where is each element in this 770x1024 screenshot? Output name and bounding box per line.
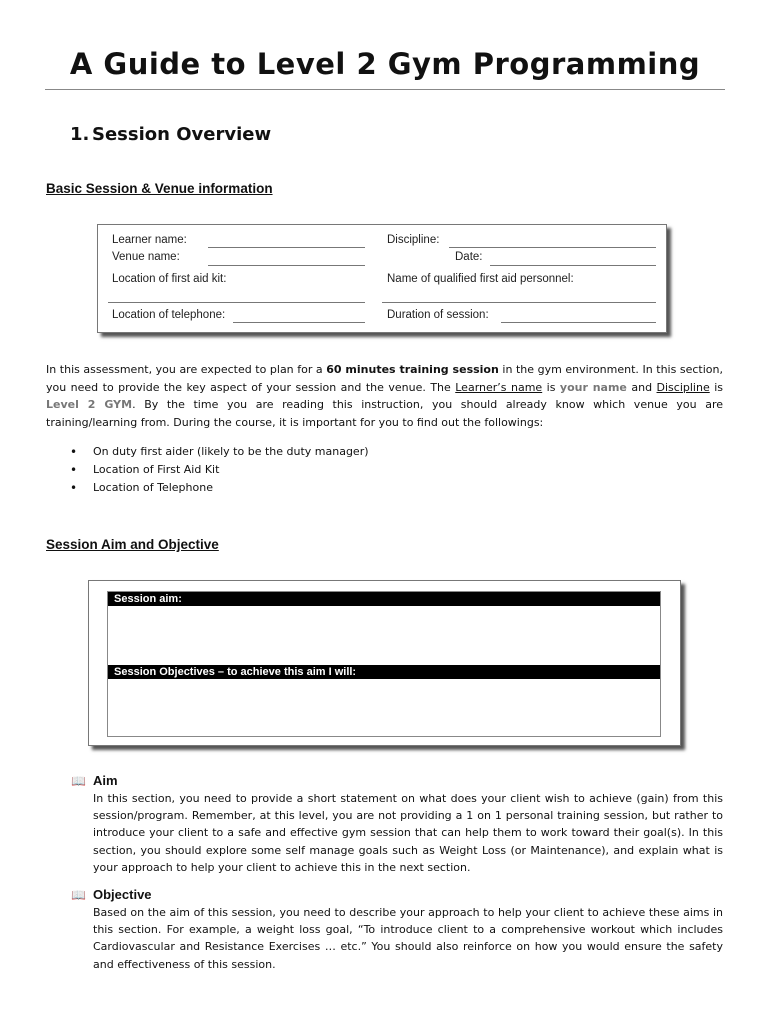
intro-text: In this assessment, you are expected to plan for a [46, 363, 327, 376]
learner-name-label: Learner name: [112, 234, 187, 246]
aim-heading [71, 773, 118, 788]
aim-form [88, 580, 681, 746]
list-item: • Location of Telephone [70, 479, 369, 497]
book-icon: 📖 [71, 774, 86, 788]
intro-text: is [542, 380, 560, 394]
learner-name-field[interactable] [208, 247, 365, 248]
first-aid-personnel-field[interactable] [382, 302, 656, 303]
list-item: • Location of First Aid Kit [70, 461, 369, 479]
intro-text: . By the time you are reading this instruction, you should already know which venue you are training/learning from. During the course, it is important for you to find out the followings: [46, 398, 723, 429]
intro-text: in the gym environment. In this section, you need to provide the key aspect of your session and the venue. The [46, 363, 724, 394]
aim-body: In this section, you need to provide a short statement on what does your client wish to achieve (gain) from this session/program. Remember, at this level, you are not providing a 1 on 1 personal training session, but rather to introduce your client to a safe and effective gym session that can help them to work toward their goal(s). In this section, you should explore some self manage goals such as Weight Loss (or Maintenance), and explain what is your approach to help your client to achieve this in the next section. [93, 792, 723, 874]
book-icon: 📖 [71, 888, 86, 902]
telephone-field[interactable] [233, 322, 365, 323]
objective-heading-text: Objective [93, 887, 152, 902]
intro-text: and [626, 380, 657, 394]
intro-underline: Discipline [656, 380, 710, 394]
intro-highlight: Level 2 GYM [46, 398, 133, 411]
first-aid-kit-label: Location of first aid kit: [112, 273, 227, 285]
objective-heading [71, 887, 152, 902]
first-aid-kit-field[interactable] [108, 302, 365, 303]
date-label: Date: [455, 251, 483, 263]
aim-section-heading: Session Aim and Objective [46, 537, 219, 552]
intro-bold: 60 minutes training session [326, 363, 499, 376]
session-aim-field[interactable] [108, 606, 660, 666]
session-objectives-label: Session Objectives – to achieve this aim I will: [108, 665, 660, 679]
discipline-field[interactable] [449, 247, 656, 248]
intro-highlight: your name [559, 380, 627, 394]
section-title: Session Overview [92, 124, 272, 145]
duration-label: Duration of session: [387, 309, 489, 321]
list-item: • On duty first aider (likely to be the duty manager) [70, 443, 369, 461]
date-field[interactable] [490, 265, 656, 266]
objective-body: Based on the aim of this session, you need to describe your approach to help your client to achieve these aims in this section. For example, a weight loss goal, “To introduce client to a comprehensive workout which includes Cardiovascular and Resistance Exercises … etc.” You should also reinforce on how you would ensure the safety and effectiveness of this session. [93, 906, 723, 971]
intro-paragraph [46, 361, 723, 431]
aim-form-inner [107, 591, 661, 737]
intro-text: is [709, 380, 723, 394]
first-aid-personnel-label: Name of qualified first aid personnel: [387, 273, 574, 285]
section-number: 1. [70, 124, 90, 145]
bullet-list [70, 443, 369, 497]
telephone-label: Location of telephone: [112, 309, 226, 321]
intro-underline: Learner’s name [455, 380, 543, 394]
venue-name-label: Venue name: [112, 251, 180, 263]
title-divider [45, 89, 725, 90]
section-heading [70, 124, 271, 145]
venue-heading: Basic Session & Venue information [46, 181, 273, 196]
duration-field[interactable] [501, 322, 656, 323]
session-aim-label: Session aim: [108, 592, 660, 606]
discipline-label: Discipline: [387, 234, 440, 246]
session-objectives-field[interactable] [108, 679, 660, 736]
venue-name-field[interactable] [208, 265, 365, 266]
venue-form [97, 224, 667, 333]
page-title: A Guide to Level 2 Gym Programming [69, 47, 701, 81]
aim-heading-text: Aim [93, 773, 118, 788]
